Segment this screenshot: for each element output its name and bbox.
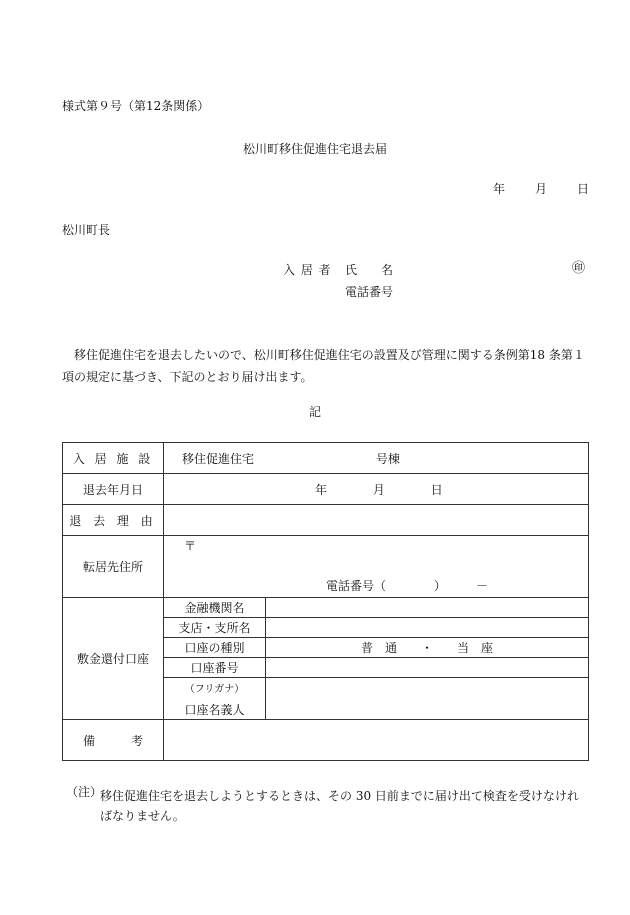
bank-row — [63, 598, 589, 618]
new-address-phone: 電話番号（ ） － — [326, 579, 489, 593]
facility-label: 入 居 施 設 — [63, 443, 164, 474]
body-text: 移住促進住宅を退去したいので、松川町移住促進住宅の設置及び管理に関する条例第18 条第１項の規定に基づき、下記のとおり届け出ます。 — [62, 348, 585, 384]
reason-label: 退 去 理 由 — [63, 505, 164, 536]
date-month: 月 — [535, 182, 548, 196]
move-out-month: 月 — [372, 482, 385, 497]
name-label: 氏 名 — [345, 263, 394, 277]
form-table — [62, 442, 589, 761]
form-label: 様式第９号（第12条関係） — [62, 99, 210, 113]
remarks-label: 備 考 — [63, 720, 164, 761]
account-holder-field[interactable] — [266, 678, 589, 720]
remarks-row — [63, 720, 589, 761]
new-address-label: 転居先住所 — [63, 536, 164, 598]
account-type-options[interactable]: 普 通 ・ 当 座 — [266, 638, 589, 658]
furigana-label: （フリガナ） — [184, 683, 245, 695]
facility-value: 移住促進住宅 — [182, 451, 255, 466]
facility-field[interactable] — [164, 443, 589, 474]
remarks-field[interactable] — [164, 720, 589, 761]
reason-field[interactable] — [164, 505, 589, 536]
account-type-label: 口座の種別 — [164, 638, 266, 658]
branch-field[interactable] — [266, 618, 589, 638]
refund-account-label: 敷金還付口座 — [63, 598, 164, 720]
account-number-label: 口座番号 — [164, 658, 266, 678]
document-title: 松川町移住促進住宅退去届 — [242, 142, 387, 156]
move-out-year: 年 — [315, 482, 328, 497]
branch-label: 支店・支所名 — [164, 618, 266, 638]
account-holder-label: 口座名義人 — [184, 702, 245, 717]
move-out-date-field[interactable] — [164, 474, 589, 505]
applicant-label: 入 居 者 — [283, 263, 332, 277]
ki-heading: 記 — [308, 405, 321, 419]
addressee: 松川町長 — [62, 223, 111, 237]
phone-label: 電話番号 — [345, 285, 394, 299]
note-text: 移住促進住宅を退去しようとするときは、その 30 日前までに届け出て検査を受けなければなりません。 — [100, 789, 579, 823]
facility-row — [63, 443, 589, 474]
date-year: 年 — [493, 182, 506, 196]
move-out-date-label: 退去年月日 — [63, 474, 164, 505]
account-holder-label-cell — [164, 678, 266, 720]
postal-mark: 〒 — [184, 539, 197, 553]
move-out-date-row — [63, 474, 589, 505]
new-address-field[interactable] — [164, 536, 589, 598]
new-address-row — [63, 536, 589, 598]
reason-row — [63, 505, 589, 536]
date-day: 日 — [577, 182, 590, 196]
bank-label: 金融機関名 — [164, 598, 266, 618]
date-line — [493, 183, 589, 195]
move-out-day: 日 — [430, 482, 443, 497]
bank-field[interactable] — [266, 598, 589, 618]
account-number-field[interactable] — [266, 658, 589, 678]
facility-unit: 号棟 — [375, 451, 400, 466]
note-prefix: （注） — [66, 785, 103, 799]
seal-mark: ㊞ — [572, 261, 586, 276]
